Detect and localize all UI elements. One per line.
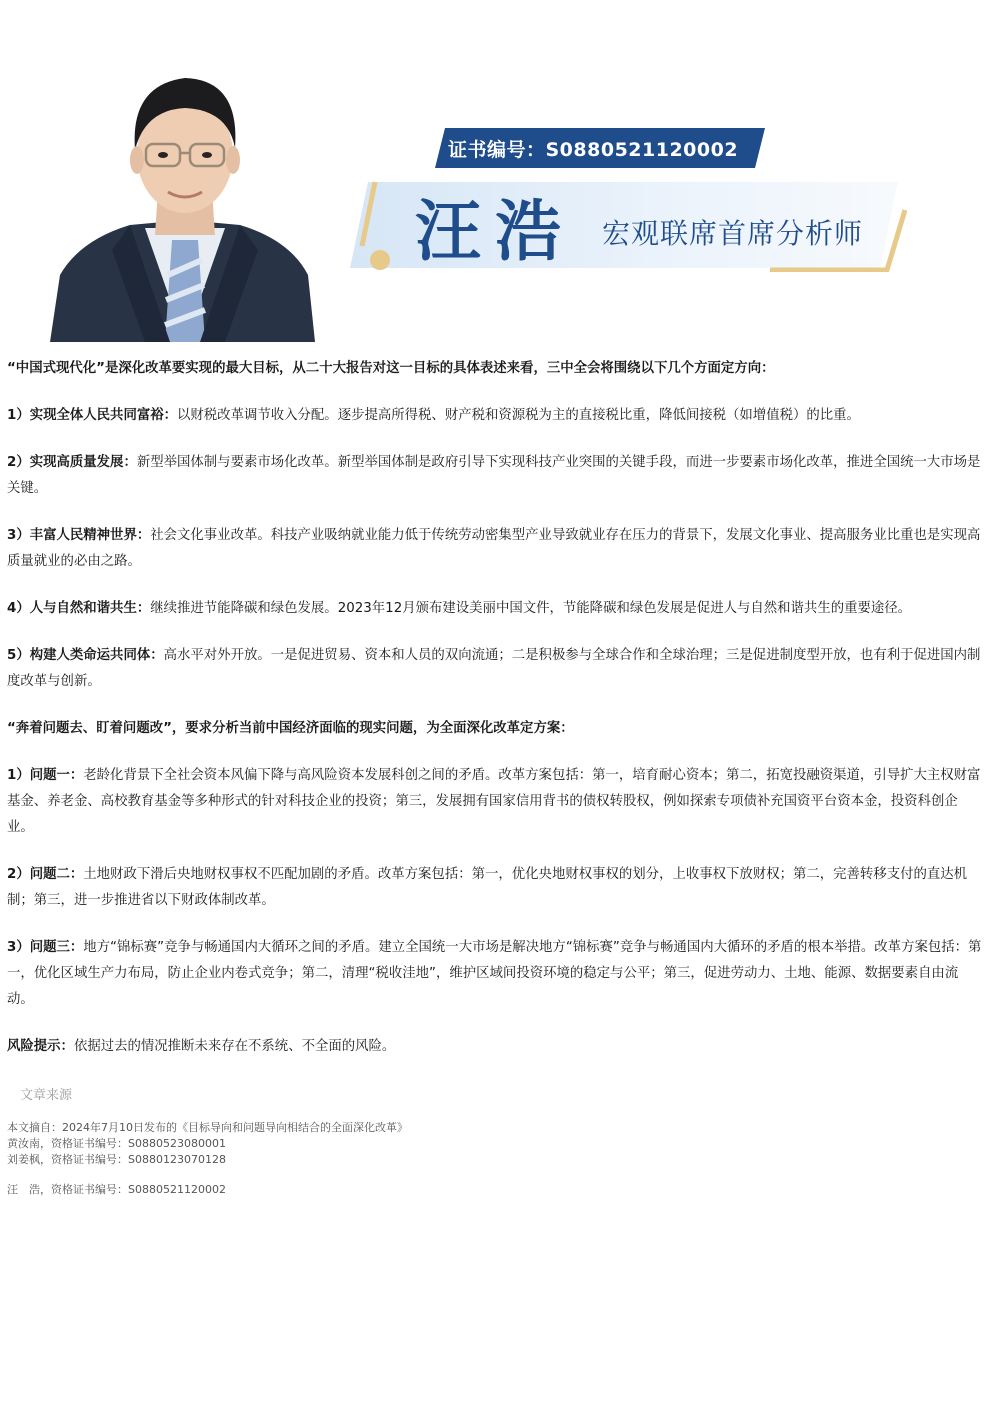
source-excerpt: 本文摘自：2024年7月10日发布的《目标导向和问题导向相结合的全面深化改革》	[7, 1121, 408, 1134]
list-item	[7, 935, 982, 1013]
item-heading: 问题一：	[29, 768, 84, 783]
item-text: 高水平对外开放。一是促进贸易、资本和人员的双向流通；二是积极参与全球合作和全球治理；三是促进制度型开放，也有利于促进国内制度改革与创新。	[7, 648, 981, 689]
item-number: 1）	[7, 768, 30, 783]
source-info	[7, 1120, 408, 1198]
item-heading: 丰富人民精神世界：	[29, 528, 151, 543]
source-heading: 文章来源	[20, 1088, 73, 1103]
list-item	[7, 450, 982, 502]
article-body	[7, 356, 982, 1081]
item-number: 2）	[7, 867, 30, 882]
item-text: 地方“锦标赛”竞争与畅通国内大循环之间的矛盾。建立全国统一大市场是解决地方“锦标赛”竞争与畅通国内大循环的矛盾的根本举措。改革方案包括：第一，优化区域生产力布局，防止企业内卷式竞争；第二，清理“税收洼地”，维护区域间投资环境的稳定与公平；第三，促进劳动力、土地、能源、数据要素自由流动。	[7, 940, 982, 1007]
item-number: 3）	[7, 940, 30, 955]
list-item	[7, 763, 982, 841]
risk-notice	[7, 1034, 982, 1060]
item-number: 5）	[7, 648, 30, 663]
list-item	[7, 403, 982, 429]
directions-list	[7, 403, 982, 695]
spacer	[7, 1168, 408, 1182]
source-author: 黄汝南，资格证书编号：S0880523080001	[7, 1137, 226, 1150]
item-heading: 人与自然和谐共生：	[29, 601, 151, 616]
author-portrait	[50, 60, 320, 342]
source-author: 汪 浩，资格证书编号：S0880521120002	[7, 1183, 226, 1196]
item-text: 新型举国体制与要素市场化改革。新型举国体制是政府引导下实现科技产业突围的关键手段，而进一步要素市场化改革，推进全国统一大市场是关键。	[7, 455, 981, 496]
item-heading: 实现高质量发展：	[29, 455, 137, 470]
item-text: 社会文化事业改革。科技产业吸纳就业能力低于传统劳动密集型产业导致就业存在压力的背景下，发展文化事业、提高服务业比重也是实现高质量就业的必由之路。	[7, 528, 981, 569]
item-number: 1）	[7, 408, 30, 423]
item-text: 老龄化背景下全社会资本风偏下降与高风险资本发展科创之间的矛盾。改革方案包括：第一，培育耐心资本；第二，拓宽投融资渠道，引导扩大主权财富基金、养老金、高校教育基金等多种形式的针对科技企业的投资；第三，发展拥有国家信用背书的债权转股权，例如探索专项债补充国资平台资本金，投资科创企业。	[7, 768, 981, 835]
item-number: 2）	[7, 455, 30, 470]
item-number: 3）	[7, 528, 30, 543]
risk-text: 依据过去的情况推断未来存在不系统、不全面的风险。	[73, 1039, 396, 1054]
cert-number: 证书编号：S0880521120002	[448, 139, 739, 161]
item-text: 继续推进节能降碳和绿色发展。2023年12月颁布建设美丽中国文件，节能降碳和绿色发展是促进人与自然和谐共生的重要途径。	[150, 601, 912, 616]
item-heading: 构建人类命运共同体：	[29, 648, 164, 663]
risk-heading: 风险提示：	[7, 1039, 74, 1054]
item-text: 以财税改革调节收入分配。逐步提高所得税、财产税和资源税为主的直接税比重，降低间接税（如增值税）的比重。	[177, 408, 860, 423]
list-item	[7, 596, 982, 622]
item-number: 4）	[7, 601, 30, 616]
source-author: 刘姜枫，资格证书编号：S0880123070128	[7, 1153, 226, 1166]
author-title: 宏观联席首席分析师	[602, 217, 864, 250]
item-heading: 实现全体人民共同富裕：	[29, 408, 178, 423]
section-intro-problems: “奔着问题去、盯着问题改”，要求分析当前中国经济面临的现实问题，为全面深化改革定方案：	[7, 721, 574, 736]
item-heading: 问题二：	[29, 867, 84, 882]
list-item	[7, 643, 982, 695]
section-intro-directions: “中国式现代化”是深化改革要实现的最大目标，从二十大报告对这一目标的具体表述来看，三中全会将围绕以下几个方面定方向：	[7, 361, 775, 376]
item-text: 土地财政下滑后央地财权事权不匹配加剧的矛盾。改革方案包括：第一，优化央地财权事权的划分，上收事权下放财权；第二，完善转移支付的直达机制；第三，进一步推进省以下财政体制改革。	[7, 867, 968, 908]
list-item	[7, 523, 982, 575]
author-name: 汪浩	[415, 192, 575, 270]
author-banner	[0, 0, 992, 345]
item-heading: 问题三：	[29, 940, 84, 955]
list-item	[7, 862, 982, 914]
problems-list	[7, 763, 982, 1013]
